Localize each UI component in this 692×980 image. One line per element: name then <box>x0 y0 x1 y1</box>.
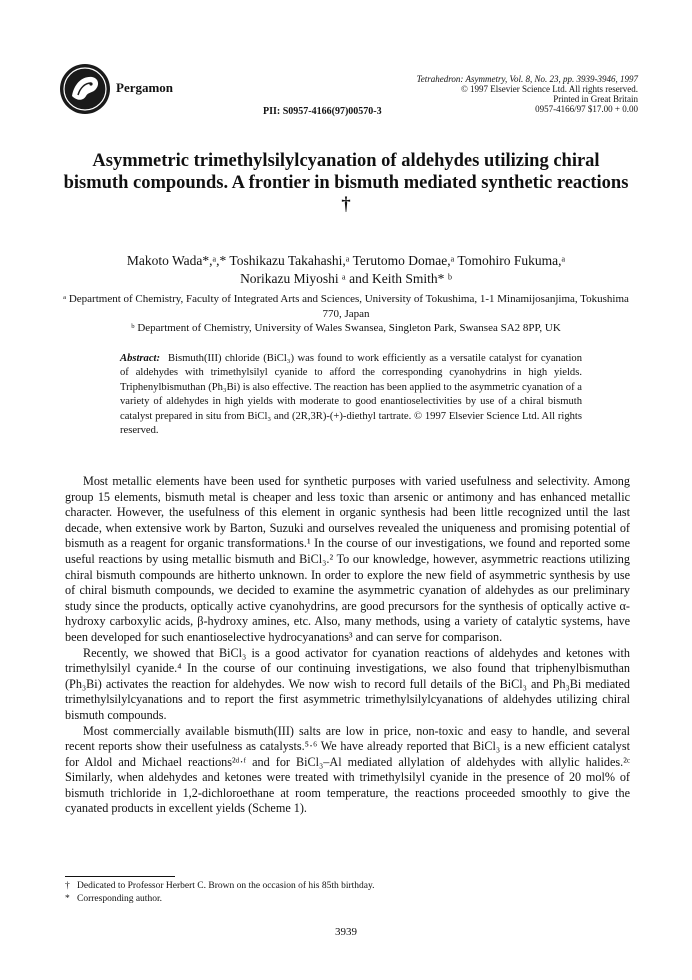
footnote-corresponding <box>65 893 375 906</box>
pii-identifier: PII: S0957-4166(97)00570-3 <box>263 106 382 117</box>
printed-line: Printed in Great Britain <box>553 94 638 104</box>
body-paragraph: Most metallic elements have been used for synthetic purposes with varied usefulness and selectivity. Among group 15 elements, bismuth metal is cheaper and less toxic than arsenic or antimony and has enhanced metallic character. However, the usefulness of this element in organic synthesis had been little recognized until the last decade, when extensive work by Barton, Suzuki and ourselves revealed the uniqueness and promising potential of bismuth as a reagent for organic transformations.¹ In the course of our investigations, we found and reported some useful reactions by using metallic bismuth and BiCl₃.² To our knowledge, however, asymmetric reactions utilizing chiral bismuth compounds are hitherto unknown. In order to explore the new field of asymmetric synthesis by use of chiral bismuth compounds, we decided to examine the asymmetric cyanation of aldehydes as our preliminary study since the products, optically active cyanohydrins, are good precursors for the synthesis of optically active α-hydroxy carboxylic acids, β-hydroxy amines, etc. Also, many methods, using a variety of catalytic systems, have been developed for such enantioselective hydrocyanations³ and can serve for comparison. <box>65 474 630 644</box>
footnote-dedication <box>65 880 375 893</box>
footnote-divider <box>65 876 175 877</box>
article-title: Asymmetric trimethylsilylcyanation of aldehydes utilizing chiral bismuth compounds. A frontier in bismuth mediated synthetic reactions † <box>63 151 629 215</box>
author-list <box>60 252 632 288</box>
footnote-symbol: † <box>65 881 70 891</box>
abstract-label: Abstract: <box>120 353 161 364</box>
footnote-text: Dedicated to Professor Herbert C. Brown on the occasion of his 85th birthday. <box>77 881 375 891</box>
authors-line-1: Makoto Wada*,ᵃ,* Toshikazu Takahashi,ᵃ Terutomo Domae,ᵃ Tomohiro Fukuma,ᵃ <box>126 253 566 268</box>
journal-citation: Tetrahedron: Asymmetry, Vol. 8, No. 23, pp. 3939-3946, 1997 <box>416 74 638 84</box>
publisher-name: Pergamon <box>116 80 174 95</box>
abstract <box>120 352 582 438</box>
body-paragraph: Most commercially available bismuth(III) salts are low in price, non-toxic and easy to handle, and several recent reports show their usefulness as catalysts.⁵·⁶ We have already reported that BiCl₃ is a new efficient catalyst for Aldol and Michael reactions²ᵈ·ᶠ and for BiCl₃–Al mediated allylation of aldehydes with allylic halides.²ᶜ Similarly, when aldehydes and ketones were treated with trimethylsilyl cyanide in the presence of 20 mol% of bismuth trichloride in 1,2-dichloroethane at room temperature, the reactions proceeded smoothly to give the cyanated products in excellent yields (Scheme 1). <box>65 723 630 816</box>
article-body <box>65 474 630 817</box>
copyright-line: © 1997 Elsevier Science Ltd. All rights reserved. <box>460 84 638 94</box>
price-line: 0957-4166/97 $17.00 + 0.00 <box>535 104 638 114</box>
footnotes <box>65 880 375 906</box>
affiliation-b: ᵇ Department of Chemistry, University of Wales Swansea, Singleton Park, Swansea SA2 8PP, UK <box>131 322 561 334</box>
authors-line-2: Norikazu Miyoshi ᵃ and Keith Smith* ᵇ <box>240 271 452 286</box>
affiliation-a: ᵃ Department of Chemistry, Faculty of Integrated Arts and Sciences, University of Tokushima, 1-1 Minamijosanjima, Tokushima 770, Japan <box>63 293 629 320</box>
affiliations <box>60 292 632 336</box>
footnote-symbol: * <box>65 894 70 904</box>
footnote-text: Corresponding author. <box>77 894 162 904</box>
journal-info <box>417 74 638 114</box>
page-number: 3939 <box>335 926 357 938</box>
pergamon-logo-icon <box>58 62 112 116</box>
abstract-text: Bismuth(III) chloride (BiCl₃) was found to work efficiently as a versatile catalyst for cyanation of aldehydes with trimethylsilyl cyanide to afford the corresponding cyanohydrins in high yields. Triphenylbismuthan (Ph₃Bi) is also effective. The reaction has been applied to the asymmetric cyanation of a variety of aldehydes in high yields with moderate to good enantioselectivities by use of a chiral bismuth catalyst prepared in situ from BiCl₃ and (2R,3R)-(+)-diethyl tartrate. © 1997 Elsevier Science Ltd. All rights reserved. <box>120 353 582 437</box>
body-paragraph: Recently, we showed that BiCl₃ is a good activator for cyanation reactions of aldehydes and ketones with trimethylsilyl cyanide.⁴ In the course of our continuing investigations, we also found that triphenylbismuthan (Ph₃Bi) activates the reaction for aldehydes. We now wish to record full details of the BiCl₃ and Ph₃Bi mediated trimethylsilylcyanations and to report the first asymmetric trimethylsilylcyanations of aldehydes utilizing chiral bismuth compounds. <box>65 645 630 722</box>
